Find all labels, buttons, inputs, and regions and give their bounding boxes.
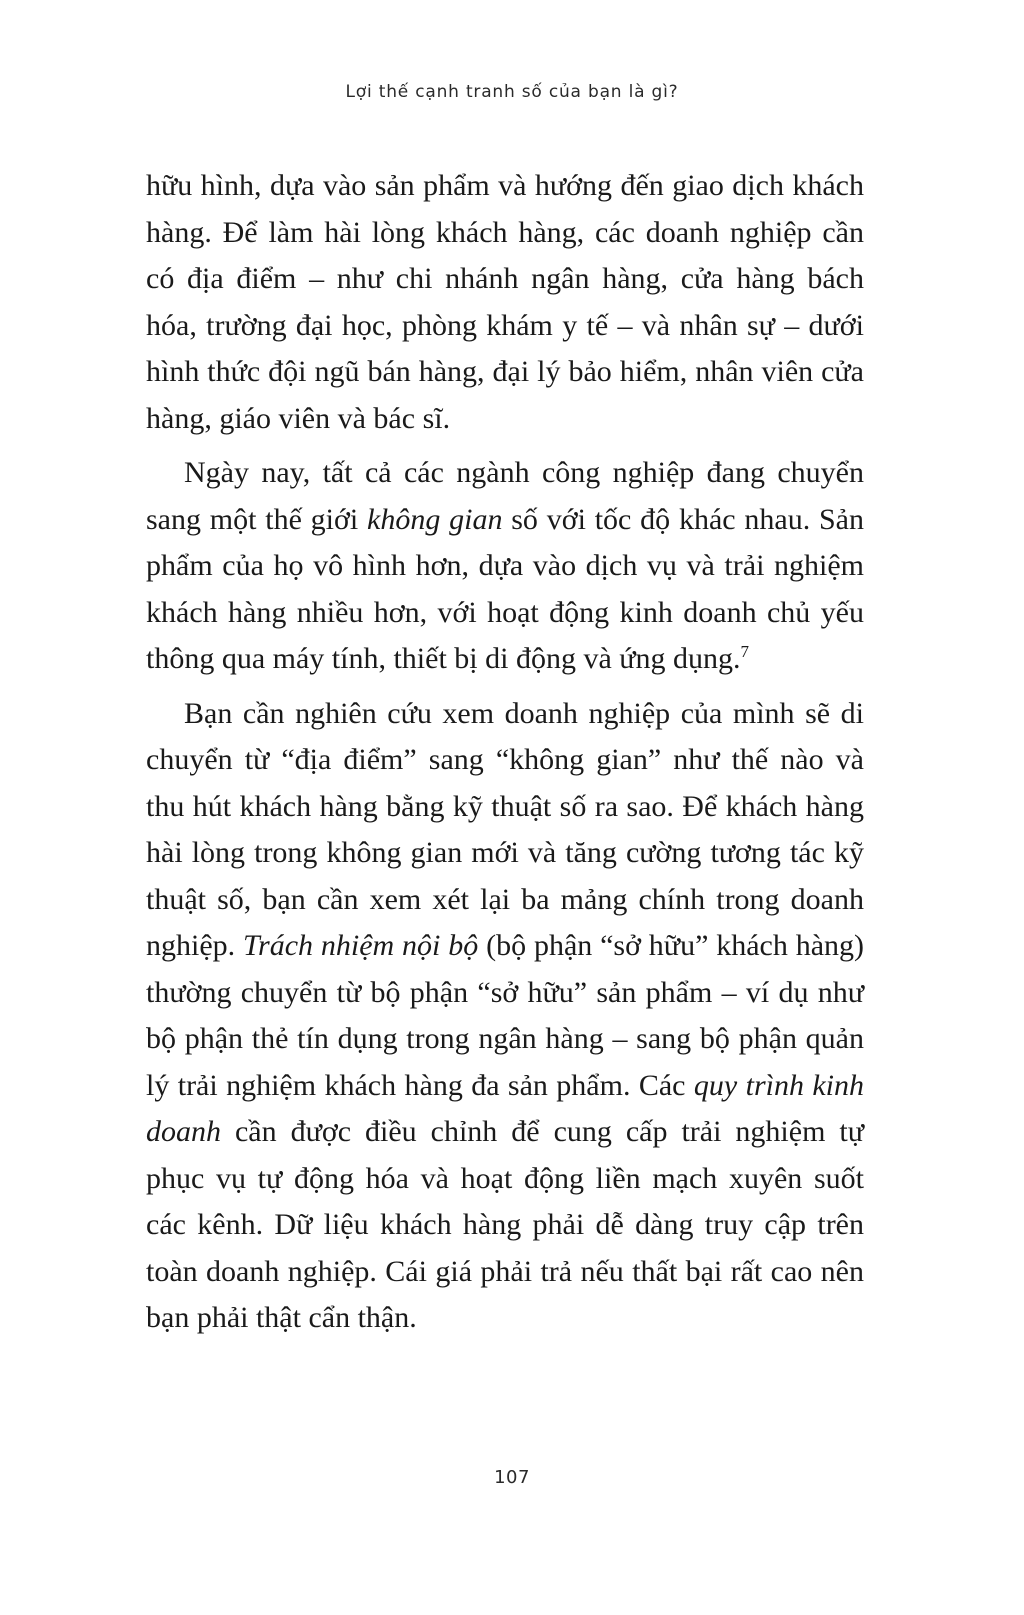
footnote-marker[interactable]: 7 <box>740 642 750 661</box>
paragraph-3-text-1: Bạn cần nghiên cứu xem doanh nghiệp của mình sẽ di chuyển từ “địa điểm” sang “không gian” như thế nào và thu hút khách hàng bằng kỹ thuật số ra sao. Để khách hàng hài lòng trong không gian mới và tăng cường tương tác kỹ thuật số, bạn cần xem xét lại ba mảng chính trong doanh nghiệp. <box>146 696 864 962</box>
paragraph-2-text-start: Ngày nay, tất cả các ngành công nghiệp đang chuyển sang một thế giới <box>146 456 864 536</box>
emphasis-khong-gian: không gian <box>367 502 503 536</box>
paragraph-1 <box>146 163 864 442</box>
paragraph-2-text-end: số với tốc độ khác nhau. Sản phẩm của họ vô hình hơn, dựa vào dịch vụ và trải nghiệm khách hàng nhiều hơn, với hoạt động kinh doanh chủ yếu thông qua máy tính, thiết bị di động và ứng dụng. <box>146 502 864 675</box>
emphasis-trach-nhiem-noi-bo: Trách nhiệm nội bộ <box>243 929 479 962</box>
running-header: Lợi thế cạnh tranh số của bạn là gì? <box>345 82 679 102</box>
paragraph-1-text: hữu hình, dựa vào sản phẩm và hướng đến giao dịch khách hàng. Để làm hài lòng khách hàng, các doanh nghiệp cần có địa điểm – như chi nhánh ngân hàng, cửa hàng bách hóa, trường đại học, phòng khám y tế – và nhân sự – dưới hình thức đội ngũ bán hàng, đại lý bảo hiểm, nhân viên cửa hàng, giáo viên và bác sĩ. <box>146 169 864 435</box>
paragraph-3-text-2: (bộ phận “sở hữu” khách hàng) thường chuyển từ bộ phận “sở hữu” sản phẩm – ví dụ như bộ phận thẻ tín dụng trong ngân hàng – sang bộ phận quản lý trải nghiệm khách hàng đa sản phẩm. Các <box>146 929 865 1102</box>
page-body <box>146 163 864 1342</box>
page-number: 107 <box>494 1467 530 1488</box>
paragraph-2 <box>146 450 864 683</box>
paragraph-3-text-3: cần được điều chỉnh để cung cấp trải nghiệm tự phục vụ tự động hóa và hoạt động liền mạch xuyên suốt các kênh. Dữ liệu khách hàng phải dễ dàng truy cập trên toàn doanh nghiệp. Cái giá phải trả nếu thất bại rất cao nên bạn phải thật cẩn thận. <box>146 1115 864 1334</box>
emphasis-quy-trinh-kinh-doanh: quy trình kinh doanh <box>146 1068 865 1148</box>
paragraph-3 <box>146 691 864 1342</box>
